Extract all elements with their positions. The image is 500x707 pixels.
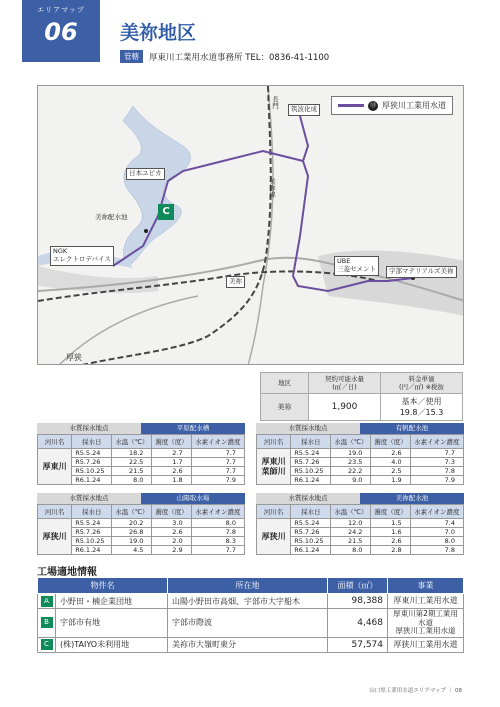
col-turbidity: 濁度（度） <box>371 505 410 519</box>
cell: 2.6 <box>371 537 410 546</box>
property-business: 厚東川工業用水道 <box>388 594 464 609</box>
quality-site: 美祢配水池 <box>360 493 464 504</box>
map-legend <box>331 96 453 115</box>
cell: 2.5 <box>371 467 410 476</box>
cell: R6.1.24 <box>72 476 112 485</box>
col-ph: 水素イオン濃度 <box>410 435 463 449</box>
col-turbidity: 濁度（度） <box>152 505 191 519</box>
quality-caption: 水質採水地点 <box>256 423 360 434</box>
property-name: 小野田・楠企業団地 <box>56 594 168 609</box>
label-nihon-yupika: 日本ユピカ <box>126 168 165 180</box>
cell: 9.0 <box>331 476 371 485</box>
site-c-badge: C <box>158 204 174 220</box>
site-letter: A <box>41 596 53 607</box>
label-tsukuba: 筑波化成 <box>288 104 320 116</box>
col-ph: 水素イオン濃度 <box>191 505 244 519</box>
property-business: 厚東川第2期工業用水道 厚狭川工業用水道 <box>388 609 464 638</box>
property-area: 57,574 <box>328 637 388 652</box>
cell: 7.3 <box>410 458 463 467</box>
cell: 19.0 <box>331 449 371 458</box>
cell: 3.0 <box>152 519 191 528</box>
cell: R5.10.25 <box>291 537 331 546</box>
site-letter: C <box>41 639 53 650</box>
cell: 7.7 <box>410 449 463 458</box>
cell: 8.3 <box>191 537 244 546</box>
col-river: 河川名 <box>38 435 72 449</box>
table-row <box>38 519 245 528</box>
quality-table-2 <box>256 423 464 485</box>
label-ube: UBE 三菱セメント <box>334 256 379 276</box>
cell: R5.10.25 <box>72 537 112 546</box>
property-location: 美祢市大嶺町東分 <box>168 637 328 652</box>
quality-caption: 水質採水地点 <box>256 493 360 504</box>
jurisdiction-text: 厚東川工業用水道事務所 TEL：0836-41-1100 <box>149 52 330 63</box>
cell: 4.0 <box>371 458 410 467</box>
cell: 7.7 <box>191 467 244 476</box>
col-location: 所在地 <box>168 578 328 594</box>
col-date: 採水日 <box>72 505 112 519</box>
table-row <box>257 449 464 458</box>
cell: 2.6 <box>152 467 191 476</box>
cell: 8.0 <box>331 546 371 555</box>
property-location: 宇部市際波 <box>168 609 328 638</box>
factory-heading: 工場適地情報 <box>37 567 97 578</box>
contract-header-price: 料金単価 (円／㎥) ※税抜 <box>381 373 463 394</box>
col-temp: 水温（℃） <box>331 435 371 449</box>
quality-caption: 水質採水地点 <box>37 423 141 434</box>
cell: 2.6 <box>371 449 410 458</box>
cell: 8.0 <box>410 537 463 546</box>
page-footer: 山口県工業用水道エリアマップ ｜ 08 <box>369 688 462 694</box>
quality-site: 山陽取水場 <box>141 493 245 504</box>
cell: 21.5 <box>112 467 152 476</box>
label-nagato: 長門 <box>271 96 279 109</box>
cell: 2.9 <box>152 546 191 555</box>
table-row <box>38 594 464 609</box>
cell: 22.5 <box>112 458 152 467</box>
cell: 7.8 <box>191 528 244 537</box>
cell: R5.7.26 <box>72 528 112 537</box>
cell: R5.10.25 <box>72 467 112 476</box>
col-river: 河川名 <box>257 505 291 519</box>
cell: R5.5.24 <box>72 519 112 528</box>
cell: 7.9 <box>191 476 244 485</box>
label-ube-materials: 宇部マテリアルズ美祢 <box>386 266 457 278</box>
contract-header-volume: 契約可能水量 (㎥／日) <box>309 373 381 394</box>
legend-line <box>338 104 364 107</box>
property-location: 山陽小野田市高畑、宇部市大字船木 <box>168 594 328 609</box>
table-row <box>38 449 245 458</box>
col-turbidity: 濁度（度） <box>152 435 191 449</box>
cell: 24.2 <box>331 528 371 537</box>
property-area: 4,468 <box>328 609 388 638</box>
cell: 21.5 <box>331 537 371 546</box>
property-area: 98,388 <box>328 594 388 609</box>
river-name: 厚狭川 <box>257 519 291 555</box>
col-temp: 水温（℃） <box>112 505 152 519</box>
cell: 8.0 <box>112 476 152 485</box>
map-graphic <box>38 86 464 365</box>
col-area: 面積（㎡） <box>328 578 388 594</box>
cell: 7.4 <box>410 519 463 528</box>
cell: R5.7.26 <box>291 528 331 537</box>
quality-site: 有帆配水池 <box>360 423 464 434</box>
cell: 7.7 <box>191 449 244 458</box>
cell: 2.0 <box>152 537 191 546</box>
label-mine-line: 美祢線 <box>268 178 276 198</box>
cell: R5.5.24 <box>72 449 112 458</box>
contract-table <box>260 372 463 421</box>
cell: R6.1.24 <box>291 476 331 485</box>
col-date: 採水日 <box>72 435 112 449</box>
cell: R5.7.26 <box>291 458 331 467</box>
cell: 20.2 <box>112 519 152 528</box>
cell: R6.1.24 <box>72 546 112 555</box>
legend-label: 厚狭川工業用水道 <box>382 101 446 110</box>
label-asa: 厚狭 <box>66 353 82 362</box>
river-name: 厚東川 <box>38 449 72 485</box>
col-date: 採水日 <box>291 505 331 519</box>
cell: 2.7 <box>152 449 191 458</box>
col-temp: 水温（℃） <box>112 435 152 449</box>
cell: 1.6 <box>371 528 410 537</box>
cell: 7.0 <box>410 528 463 537</box>
quality-table-1 <box>37 423 245 485</box>
cell: 23.5 <box>331 458 371 467</box>
cell: 1.7 <box>152 458 191 467</box>
cell: R5.5.24 <box>291 519 331 528</box>
contract-header-area: 地区 <box>261 373 309 394</box>
legend-number: ⑬ <box>369 101 376 109</box>
cell: R5.5.24 <box>291 449 331 458</box>
cell: 2.6 <box>152 528 191 537</box>
cell: 7.8 <box>410 467 463 476</box>
col-ph: 水素イオン濃度 <box>191 435 244 449</box>
cell: 7.9 <box>410 476 463 485</box>
col-date: 採水日 <box>291 435 331 449</box>
cell: R5.10.25 <box>291 467 331 476</box>
cell: 4.5 <box>112 546 152 555</box>
quality-site: 平原配水槽 <box>141 423 245 434</box>
cell: 7.7 <box>191 546 244 555</box>
property-name: (株)TAIYO未利用地 <box>56 637 168 652</box>
river-name: 厚東川 菜師川 <box>257 449 291 485</box>
contract-area: 美祢 <box>261 394 309 421</box>
area-map-number: 06 <box>44 18 78 46</box>
area-map <box>37 85 464 365</box>
label-ngk: NGK エレクトロデバイス <box>50 246 114 266</box>
quality-table-3 <box>37 493 245 555</box>
col-property: 物件名 <box>38 578 168 594</box>
col-temp: 水温（℃） <box>331 505 371 519</box>
river-name: 厚狭川 <box>38 519 72 555</box>
cell: 1.5 <box>371 519 410 528</box>
col-business: 事業 <box>388 578 464 594</box>
cell: 22.2 <box>331 467 371 476</box>
cell: 12.0 <box>331 519 371 528</box>
area-map-tab <box>22 0 100 62</box>
cell: 1.9 <box>371 476 410 485</box>
cell: 7.8 <box>410 546 463 555</box>
col-river: 河川名 <box>38 505 72 519</box>
contract-price: 基本／使用 19.8／15.3 <box>381 394 463 421</box>
cell: 7.7 <box>191 458 244 467</box>
table-row <box>257 519 464 528</box>
factory-table <box>37 577 464 653</box>
cell: 19.0 <box>112 537 152 546</box>
cell: 1.8 <box>152 476 191 485</box>
col-river: 河川名 <box>257 435 291 449</box>
cell: R6.1.24 <box>291 546 331 555</box>
quality-caption: 水質採水地点 <box>37 493 141 504</box>
cell: R5.7.26 <box>72 458 112 467</box>
contract-volume: 1,900 <box>309 394 381 421</box>
cell: 8.0 <box>191 519 244 528</box>
col-turbidity: 濁度（度） <box>371 435 410 449</box>
label-mine-reservoir: 美祢配水池 <box>95 213 128 221</box>
area-map-label: エリアマップ <box>37 6 85 14</box>
page-title: 美祢地区 <box>120 22 197 44</box>
label-mine-station: 美祢 <box>226 276 245 288</box>
jurisdiction-tag: 管轄 <box>120 50 143 63</box>
site-letter: B <box>41 617 53 628</box>
jurisdiction <box>120 50 329 63</box>
cell: 18.2 <box>112 449 152 458</box>
property-name: 宇部市有地 <box>56 609 168 638</box>
cell: 26.8 <box>112 528 152 537</box>
table-row <box>38 609 464 638</box>
table-row <box>38 637 464 652</box>
col-ph: 水素イオン濃度 <box>410 505 463 519</box>
quality-table-4 <box>256 493 464 555</box>
cell: 2.8 <box>371 546 410 555</box>
property-business: 厚狭川工業用水道 <box>388 637 464 652</box>
